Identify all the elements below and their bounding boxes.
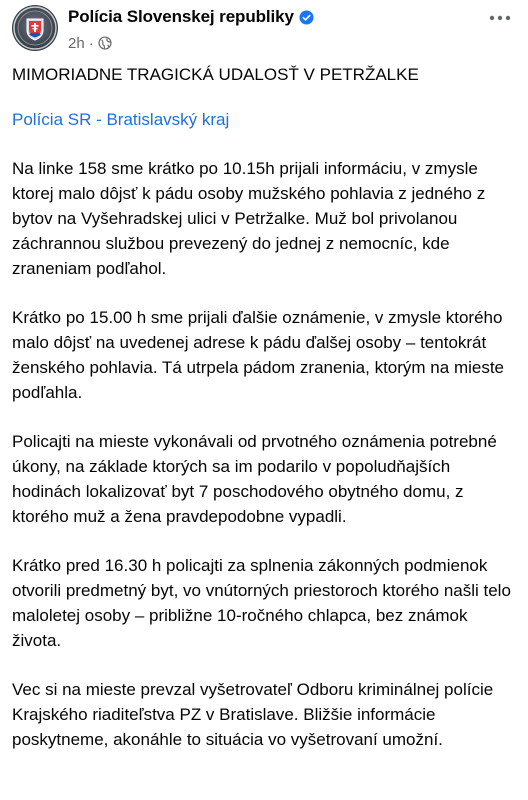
post-body: [12, 62, 520, 752]
source-page-link[interactable]: Polícia SR - Bratislavský kraj: [12, 110, 230, 129]
post-paragraph-1: Na linke 158 sme krátko po 10.15h prijali informáciu, v zmysle ktorej malo dôjsť k pádu osoby mužského pohlavia z jedného z bytov na Vyšehradskej ulici v Petržalke. Muž bol privolanou záchrannou službou prevezený do jednej z nemocníc, kde zraneniam podľahol.: [12, 159, 486, 278]
police-badge-avatar[interactable]: [12, 5, 58, 51]
post-meta: [68, 34, 112, 52]
author-name[interactable]: Polícia Slovenskej republiky: [68, 7, 294, 26]
post-paragraph-3: Policajti na mieste vykonávali od prvotného oznámenia potrebné úkony, na základe ktorých sa im podarilo v popoludňajších hodinách lokalizovať byt 7 poschodového obytného domu, z ktorého muž a žena pravdepodobne vypadli.: [12, 432, 497, 526]
meta-separator: ·: [88, 34, 94, 52]
post-title: MIMORIADNE TRAGICKÁ UDALOSŤ V PETRŽALKE: [12, 65, 419, 84]
verified-badge-icon: [299, 10, 314, 25]
post-timestamp[interactable]: 2h: [68, 34, 85, 52]
globe-icon[interactable]: [98, 36, 112, 50]
more-options-button[interactable]: [486, 8, 514, 28]
police-badge-icon: [12, 5, 58, 51]
post-paragraph-5: Vec si na mieste prevzal vyšetrovateľ Odboru kriminálnej polície Krajského riaditeľstva PZ v Bratislave. Bližšie informácie poskytneme, akonáhle to situácia vo vyšetrovaní umožní.: [12, 680, 494, 749]
post-paragraph-4: Krátko pred 16.30 h policajti za splnenia zákonných podmienok otvorili predmetný byt, vo vnútorných priestoroch ktorého našli telo maloletej osoby – približne 10-ročného chlapca, bez známok života.: [12, 556, 511, 650]
author-row: [68, 6, 314, 28]
more-options-icon: [488, 15, 512, 21]
post-header: [0, 0, 528, 62]
post-paragraph-2: Krátko po 15.00 h sme prijali ďalšie oznámenie, v zmysle ktorého malo dôjsť na uvedenej adrese k pádu ďalšej osoby – tentokrát ženského pohlavia. Tá utrpela pádom zranenia, ktorým na mieste podľahla.: [12, 308, 505, 402]
